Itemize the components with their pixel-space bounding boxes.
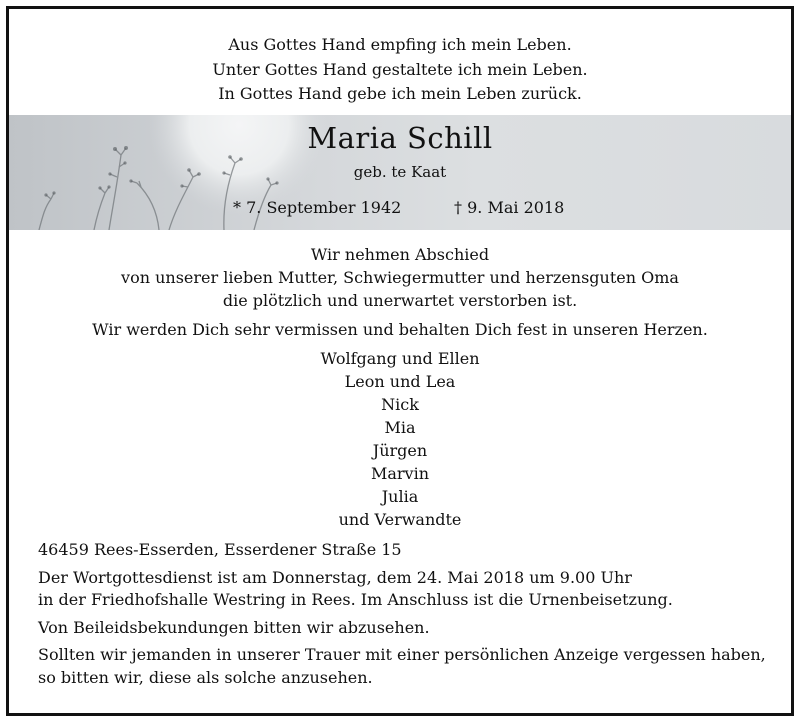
details-block — [38, 539, 766, 689]
farewell-line: Wir nehmen Abschied — [310, 245, 490, 264]
birth-name: geb. te Kaat — [353, 163, 447, 181]
closing-line: Sollten wir jemanden in unserer Trauer mit einer persönlichen Anzeige vergessen haben, — [38, 645, 766, 664]
deceased-name: Maria Schill — [307, 121, 493, 155]
obituary-card — [6, 6, 794, 716]
service-line: Der Wortgottesdienst ist am Donnerstag, dem 24. Mai 2018 um 9.00 Uhr — [38, 567, 632, 587]
verse-line: Aus Gottes Hand empfing ich mein Leben. — [228, 35, 572, 54]
birth-date: * 7. September 1942 — [233, 198, 402, 217]
closing-line: so bitten wir, diese als solche anzusehen. — [38, 667, 373, 687]
mourner-name: Leon und Lea — [344, 372, 456, 391]
mourner-name: Julia — [381, 487, 419, 506]
death-date: † 9. Mai 2018 — [454, 198, 565, 217]
photo-banner — [9, 115, 791, 230]
bible-verse — [9, 33, 791, 107]
mourner-name: und Verwandte — [338, 510, 462, 529]
farewell-block — [9, 243, 791, 531]
farewell-line: die plötzlich und unerwartet verstorben ist. — [222, 291, 578, 310]
verse-line: Unter Gottes Hand gestaltete ich mein Leben. — [212, 59, 588, 79]
mourner-name: Marvin — [370, 464, 430, 483]
service-line: in der Friedhofshalle Westring in Rees. Im Anschluss ist die Urnenbeisetzung. — [38, 590, 673, 609]
mourner-name: Nick — [381, 395, 419, 414]
mourner-name: Jürgen — [372, 441, 428, 460]
address: 46459 Rees-Esserden, Esserdener Straße 15 — [38, 540, 402, 559]
miss-line: Wir werden Dich sehr vermissen und behalten Dich fest in unseren Herzen. — [92, 320, 708, 339]
verse-line: In Gottes Hand gebe ich mein Leben zurück. — [218, 84, 582, 103]
mourner-name: Mia — [384, 418, 416, 437]
farewell-line: von unserer lieben Mutter, Schwiegermutter und herzensguten Oma — [121, 268, 679, 287]
mourner-name: Wolfgang und Ellen — [320, 349, 480, 368]
condolences-note: Von Beileidsbekundungen bitten wir abzusehen. — [38, 617, 430, 637]
